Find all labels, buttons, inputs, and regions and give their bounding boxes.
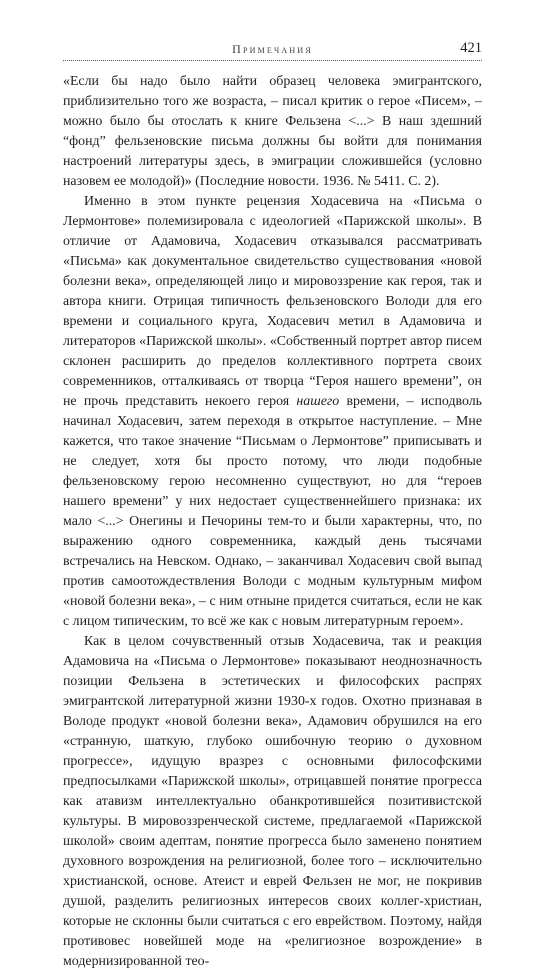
paragraph-3 [63,632,482,972]
page-number: 421 [460,40,482,56]
paragraph-2-text-after: времени, – исподволь начинал Ходасевич, затем переходя в открытое наступление. – Мне кажется, что такое значение “Письмам о Лермонтове” приписывать и не следует, хотя бы просто потому, что люди подобные фельзеновскому герою несомненно существуют, но для “героев нашего времени” у них недостает существеннейшего признака: их мало <...> Онегины и Печорины тем-то и были характерны, что, по выражению одного современника, каждый день тысячами встречались на Невском. Однако, – заканчивал Ходасевич свой выпад против самоотождествления Володи с модным культурным мифом «новой болезни века», – с ним отныне придется считаться, если не как с лицом типическим, то всё же как с новым литературным героем». [63,394,483,629]
body-text [63,72,482,972]
paragraph-1 [63,72,482,192]
running-head [63,41,482,65]
section-title: Примечания [232,42,313,56]
paragraph-1-text: «Если бы надо было найти образец человека эмигрантского, приблизительно того же возраста, – писал критик о герое «Писем», – можно было бы отослать к книге Фельзена <...> В наш здешний “фонд” фельзеновские письма должны бы войти для понимания настроений литературы здесь, в эмиграции сложившейся (условно назовем ее молодой)» (Последние новости. 1936. № 5411. С. 2). [63,74,482,189]
paragraph-3-text: Как в целом сочувственный отзыв Ходасевича, так и реакция Адамовича на «Письма о Лермонтове» показывают неоднозначность позиции Фельзена в эстетических и философских распрях эмигрантской литературной жизни 1930-х годов. Охотно признавая в Володе продукт «новой болезни века», Адамович обрушился на его «странную, шаткую, глубоко ошибочную теорию о духовном прогрессе», идущую вразрез с основными философскими предпосылками «Парижской школы», отрицавшей понятие прогресса как атавизм интеллектуально обанкротившейся позитивистской культуры. В мировоззренческой системе, предлагаемой «Парижской школой» своим адептам, понятие прогресса было заменено понятием духовного возрождения на религиозной, более того – исключительно христианской, основе. Атеист и еврей Фельзен не мог, не покривив душой, разделить религиозных интересов своих коллег-христиан, которые не склонны были считаться с его еврейством. Поэтому, найдя противовес новейшей моде на «религиозное возрождение» в модернизированной тео- [63,634,482,969]
emphasized-word: нашего [296,394,340,409]
paragraph-2 [63,192,482,632]
paragraph-2-text-before: Именно в этом пункте рецензия Ходасевича на «Письма о Лермонтове» полемизировала с идеологией «Парижской школы». В отличие от Адамовича, Ходасевич отказывался рассматривать «Письма» как документальное свидетельство существования «новой болезни века», определяющей лицо и мировоззрение как героя, так и автора книги. Отрицая типичность фельзеновского Володи для его времени и социального круга, Ходасевич метил в Адамовича и литераторов «Парижской школы». «Собственный портрет автор писем склонен расширить до пределов коллективного портрета своих современников, отталкиваясь от творца “Героя нашего времени”, он не прочь представить некоего героя [63,194,482,409]
header-dotted-rule [63,60,482,61]
